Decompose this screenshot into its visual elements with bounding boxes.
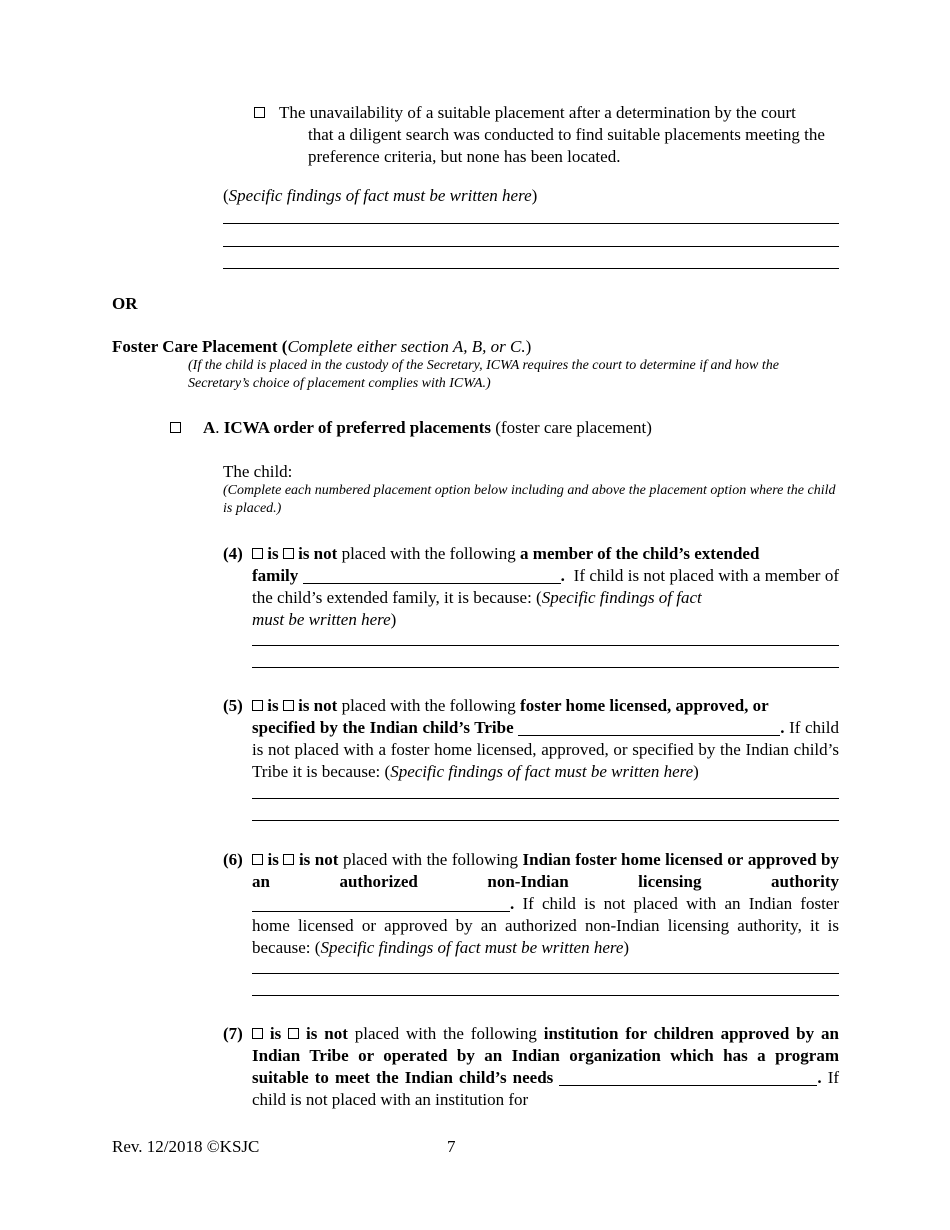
unavailability-text-rest: that a diligent search was conducted to find suitable placements meeting the preference criteria, but none has been located. (308, 125, 825, 166)
or-label: OR (112, 294, 138, 313)
option-7-name-blank[interactable] (559, 1069, 817, 1086)
option-4-is-checkbox[interactable] (252, 548, 263, 559)
section-a-checkbox[interactable] (170, 422, 181, 433)
option-6-is-checkbox[interactable] (252, 854, 263, 865)
unavailability-checkbox[interactable] (254, 107, 265, 118)
findings-line-3[interactable] (223, 268, 839, 269)
option-6-name-blank[interactable] (252, 895, 510, 912)
option-7-is-not-checkbox[interactable] (288, 1028, 299, 1039)
option-6-line-2[interactable] (252, 995, 839, 996)
foster-care-note: (If the child is placed in the custody of the Secretary, ICWA requires the court to determine if and how the Secretary’s choice of placement complies with ICWA.) (188, 358, 779, 391)
foster-care-heading: Foster Care Placement (Complete either section A, B, or C.) (112, 337, 532, 356)
findings-label-top: (Specific findings of fact must be written here) (223, 186, 538, 205)
option-5-line-2[interactable] (252, 820, 839, 821)
option-5: (5) is is not placed with the following foster home licensed, approved, or specified by the Indian child’s Tribe . If child is not placed with a foster home licensed, approved, or specified by the Indian child’s Tribe it is because: (Specific findings of fact must be written here) (223, 696, 839, 781)
option-5-name-blank[interactable] (518, 719, 780, 736)
option-4-line-2[interactable] (252, 667, 839, 668)
findings-line-2[interactable] (223, 246, 839, 247)
option-6-line-1[interactable] (252, 973, 839, 974)
findings-line-1[interactable] (223, 223, 839, 224)
option-5-is-checkbox[interactable] (252, 700, 263, 711)
footer-page-number: 7 (447, 1137, 456, 1156)
option-4-name-blank[interactable] (303, 567, 561, 584)
option-4-is-not-checkbox[interactable] (283, 548, 294, 559)
footer-revision: Rev. 12/2018 ©KSJC (112, 1137, 260, 1156)
section-a-heading: A. ICWA order of preferred placements (foster care placement) (203, 418, 652, 437)
child-label: The child: (223, 462, 293, 481)
option-5-line-1[interactable] (252, 798, 839, 799)
child-note: (Complete each numbered placement option below including and above the placement option where the child is placed.) (223, 483, 836, 516)
unavailability-text-line1: The unavailability of a suitable placement after a determination by the court (279, 103, 796, 122)
option-7-is-checkbox[interactable] (252, 1028, 263, 1039)
option-5-is-not-checkbox[interactable] (283, 700, 294, 711)
option-4-line-1[interactable] (252, 645, 839, 646)
option-6: (6) is is not placed with the following Indian foster home licensed or approved by an authorized non-Indian licensing authority . If child is not placed with an Indian foster home licensed or approved by an authorized non-Indian licensing authority, it is because: (Specific findings of fact must be written here) (223, 850, 840, 957)
option-7: (7) is is not placed with the following institution for children approved by an Indian Tribe or operated by an Indian organization which has a program suitable to meet the Indian child’s needs . If child is not placed with an institution for (223, 1024, 840, 1109)
option-4: (4) is is not placed with the following a member of the child’s extended family . If child is not placed with a member of the child’s extended family, it is because: (Specific findings of fact must be written here) (223, 544, 839, 629)
option-6-is-not-checkbox[interactable] (283, 854, 294, 865)
